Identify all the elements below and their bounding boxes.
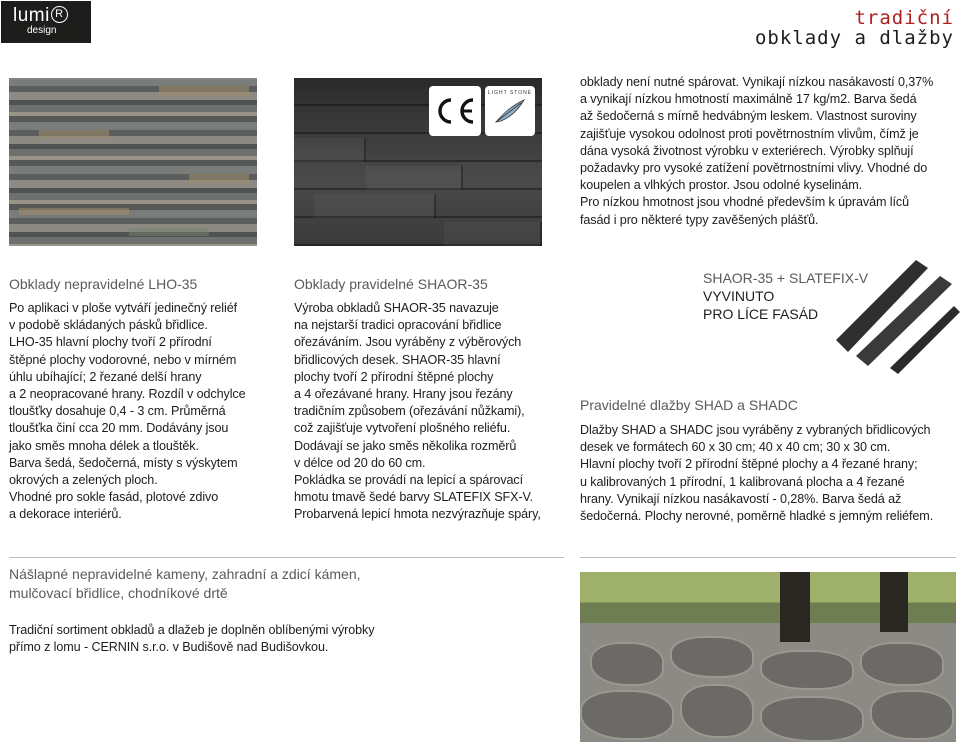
assortment-line: Tradiční sortiment obkladů a dlažeb je doplněn oblíbenými výrobky	[9, 623, 375, 637]
shad-line: Hlavní plochy tvoří 2 přírodní štěpné plochy a 4 řezané hrany;	[580, 457, 918, 472]
lho-line: v podobě skládaných pásků břidlice.	[9, 318, 208, 333]
lho-line: tloušťka činí cca 20 mm. Dodávány jsou	[9, 421, 229, 436]
lho-line: tloušťky dosahuje 0,4 - 3 cm. Průměrná	[9, 404, 226, 419]
light-stone-label: LIGHT STONE	[487, 90, 533, 96]
stones-heading-line: Nášlapné nepravidelné kameny, zahradní a zdicí kámen,	[9, 566, 361, 582]
lho-paragraph	[9, 300, 279, 524]
brand-logo	[1, 1, 91, 43]
lho-line: úhlu ubíhající; 2 řezané delší hrany	[9, 369, 202, 384]
intro-line: Pro nízkou hmotnost jsou vhodné především k úpravám líců	[580, 195, 910, 210]
lho-line: štěpné plochy vodorovné, nebo v mírném	[9, 352, 237, 367]
shad-line: desek ve formátech 60 x 30 cm; 40 x 40 cm; 30 x 30 cm.	[580, 440, 891, 455]
divider-left	[9, 557, 564, 558]
shad-heading: Pravidelné dlažby SHAD a SHADC	[580, 397, 798, 413]
intro-paragraph	[580, 74, 955, 229]
intro-line: dána vysoká životnost výrobku v exteriérech. Výrobky splňují	[580, 143, 914, 158]
registered-mark: R	[51, 6, 68, 23]
shaor-line: ořezáváním. Jsou vyráběny z výběrových	[294, 335, 522, 350]
shad-line: hrany. Vynikají nízkou nasákavostí - 0,28%. Barva šedá až	[580, 491, 902, 506]
assortment-line: přímo z lomu - CERNIN s.r.o. v Budišově nad Budišovkou.	[9, 640, 329, 655]
lho-line: Barva šedá, šedočerná, místy s výskytem	[9, 455, 238, 470]
slatefix-line-1: SHAOR-35 + SLATEFIX-V	[703, 270, 869, 286]
shaor-line: hmotu tmavě šedé barvy SLATEFIX SFX-V.	[294, 490, 534, 505]
assortment-paragraph	[9, 622, 429, 656]
ce-mark-icon	[433, 96, 477, 126]
garden-stones-photo	[580, 572, 956, 742]
lho-line: a dekorace interiérů.	[9, 507, 122, 522]
light-stone-badge	[485, 86, 535, 136]
page-title	[755, 8, 954, 48]
lho-line: Po aplikaci v ploše vytváří jedinečný reliéf	[9, 301, 237, 315]
ce-mark-badge	[429, 86, 481, 136]
shad-line: Dlažby SHAD a SHADC jsou vyráběny z vybraných břidlicových	[580, 423, 931, 437]
feather-icon	[493, 96, 527, 126]
shaor-line: břidlicových desek. SHAOR-35 hlavní	[294, 352, 501, 367]
title-line-1: tradiční	[854, 7, 954, 29]
divider-right	[580, 557, 956, 558]
intro-line: až šedočerná s mírně hedvábným leskem. Vlastnost suroviny	[580, 109, 917, 124]
shaor-line: v délce od 20 do 60 cm.	[294, 455, 426, 470]
lho-heading: Obklady nepravidelné LHO-35	[9, 276, 198, 292]
shaor-line: tradičním způsobem (ořezávání nůžkami),	[294, 404, 525, 419]
shaor-line: Probarvená lepicí hmota nezvýrazňuje spáry,	[294, 507, 541, 522]
shaor-slate-photo	[294, 78, 542, 246]
intro-line: zajišťuje vysokou odolnost proti povětrnostním vlivům, čímž je	[580, 126, 919, 141]
shaor-heading: Obklady pravidelné SHAOR-35	[294, 276, 488, 292]
slatefix-line-2: VYVINUTO	[703, 288, 775, 304]
intro-line: a vynikají nízkou hmotností maximálně 17 kg/m2. Barva šedá	[580, 92, 917, 107]
logo-subtext: design	[27, 25, 57, 36]
shaor-line: plochy tvoří 2 přírodní štěpné plochy	[294, 369, 494, 384]
shaor-line: což zajišťuje vytvoření plošného reliéfu.	[294, 421, 511, 436]
lho-slate-photo	[9, 78, 257, 246]
shaor-paragraph	[294, 300, 564, 524]
stones-heading-line: mulčovací břidlice, chodníkové drtě	[9, 585, 228, 601]
title-line-2: obklady a dlažby	[754, 27, 954, 49]
shaor-line: Výroba obkladů SHAOR-35 navazuje	[294, 301, 499, 315]
lho-line: a 2 neopracované hrany. Rozdíl v odchylce	[9, 387, 246, 402]
shad-paragraph	[580, 422, 955, 525]
shaor-line: Pokládka se provádí na lepicí a spárovací	[294, 473, 524, 488]
lho-line: Vhodné pro sokle fasád, plotové zdivo	[9, 490, 219, 505]
shaor-line: na nejstarší tradici opracování břidlice	[294, 318, 502, 333]
lho-line: okrových a zelených ploch.	[9, 473, 158, 488]
intro-line: požadavky pro vysoké zatížení povětrnostními vlivy. Vhodné do	[580, 161, 928, 176]
slate-strips-illustration	[836, 256, 960, 374]
shad-line: šedočerná. Plochy nerovné, poměrně hladké s jemným reliéfem.	[580, 509, 934, 524]
logo-wordmark: lumi R	[13, 6, 91, 25]
intro-line: obklady není nutné spárovat. Vynikají nízkou nasákavostí 0,37%	[580, 75, 934, 89]
intro-line: koupelen a vlhkých prostor. Jsou odolné kyselinám.	[580, 178, 863, 193]
slatefix-line-3: PRO LÍCE FASÁD	[703, 306, 819, 322]
stones-heading	[9, 565, 429, 603]
shaor-line: a 4 ořezávané hrany. Hrany jsou řezány	[294, 387, 513, 402]
lho-line: LHO-35 hlavní plochy tvoří 2 přírodní	[9, 335, 212, 350]
shad-line: u kalibrovaných 1 přírodní, 1 kalibrovaná plocha a 4 řezané	[580, 474, 905, 489]
intro-line: fasád i pro některé typy zavěšených plášťů.	[580, 212, 819, 227]
lho-line: jako směs mnoha délek a tlouštěk.	[9, 438, 199, 453]
shaor-line: Dodávají se jako směs několika rozměrů	[294, 438, 517, 453]
